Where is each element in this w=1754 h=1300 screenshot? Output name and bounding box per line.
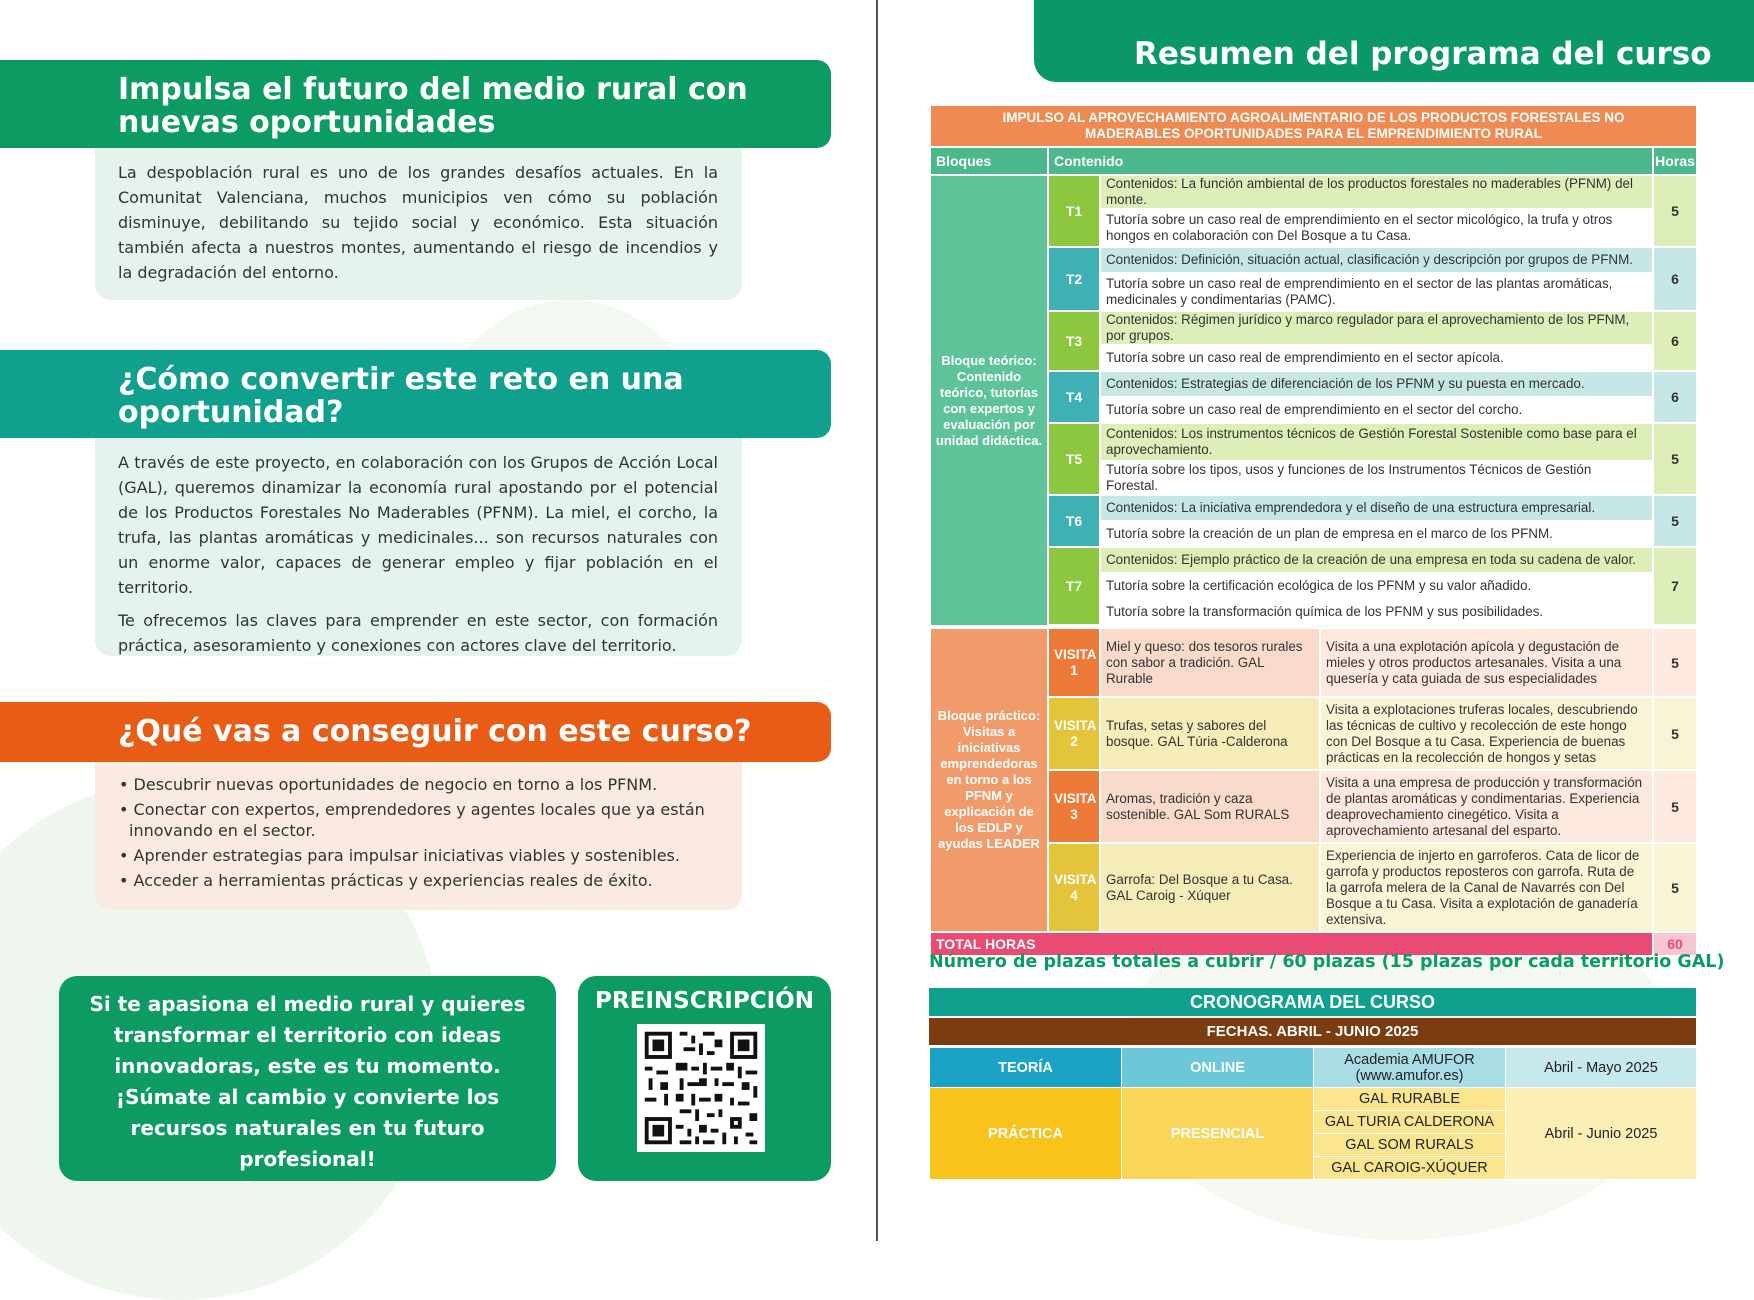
- hours-cell: 5: [1653, 697, 1697, 770]
- cronograma: [929, 988, 1696, 1180]
- cronograma-table: [929, 1047, 1697, 1180]
- table-header-row: [930, 147, 1697, 175]
- table-cell: Contenidos: La iniciativa emprendedora y el diseño de una estructura empresarial.: [1100, 495, 1653, 521]
- hours-cell: 6: [1653, 371, 1697, 423]
- gal-cell: GAL CAROIG-XÚQUER: [1314, 1157, 1506, 1180]
- unit-code: T5: [1048, 423, 1100, 495]
- section-header-conseguir: [0, 702, 831, 762]
- hours-cell: 5: [1653, 843, 1697, 932]
- cta-text-1: Si te apasiona el medio rural y quieres transformar el territorio con ideas innovadoras, este es tu momento.: [89, 992, 526, 1078]
- paragraph: La despoblación rural es uno de los grandes desafíos actuales. En la Comunitat Valenciana, muchos municipios ven cómo su población disminuye, debilitando su tejido social y económico. Esta situación también afecta a nuestros montes, aumentando el riesgo de incendios y la degradación del entorno.: [118, 163, 718, 282]
- total-value: 60: [1653, 932, 1697, 956]
- unit-code: T6: [1048, 495, 1100, 547]
- page-fold-line: [876, 0, 878, 1241]
- table-cell: Contenidos: La función ambiental de los productos forestales no maderables (PFNM) del monte.: [1100, 175, 1653, 209]
- visit-description: Experiencia de injerto en garroferos. Cata de licor de garrofa y productos reposteros con garrofa. Ruta de la garrofa melera de la Canal de Navarrés con Del Bosque a tu Casa. Visita a explotación de ganadería extensiva.: [1320, 843, 1653, 932]
- hours-cell: 5: [1653, 423, 1697, 495]
- call-to-action-box: [59, 976, 556, 1181]
- section-header-impulsa: [0, 60, 831, 148]
- cronograma-fechas: FECHAS. ABRIL - JUNIO 2025: [929, 1018, 1696, 1045]
- table-cell: Tutoría sobre un caso real de emprendimiento en el sector del corcho.: [1100, 397, 1653, 423]
- hours-cell: 5: [1653, 628, 1697, 697]
- hours-cell: 5: [1653, 770, 1697, 843]
- gal-cell: GAL RURABLE: [1314, 1088, 1506, 1111]
- bloque-teorico-label: Bloque teórico: Contenido teórico, tutorías con expertos y evaluación por unidad didáctica.: [930, 175, 1048, 626]
- hours-cell: 6: [1653, 311, 1697, 371]
- section-title: ¿Cómo convertir este reto en una oportunidad?: [118, 362, 684, 430]
- table-cell: Tutoría sobre un caso real de emprendimiento en el sector apícola.: [1100, 345, 1653, 371]
- gal-cell: GAL TURIA CALDERONA: [1314, 1111, 1506, 1134]
- cta-text-2: ¡Súmate al cambio y convierte los recursos naturales en tu futuro profesional!: [115, 1085, 500, 1171]
- benefits-list: [117, 774, 718, 891]
- table-cell: Contenidos: Los instrumentos técnicos de Gestión Forestal Sostenible como base para el aprovechamiento.: [1100, 423, 1653, 461]
- unit-code: T1: [1048, 175, 1100, 247]
- visit-name: Garrofa: Del Bosque a tu Casa. GAL Caroig - Xúquer: [1100, 843, 1320, 932]
- page-title: Resumen del programa del curso: [1134, 36, 1712, 72]
- table-cell: Tutoría sobre un caso real de emprendimiento en el sector micológico, la trufa y otros hongos en colaboración con Del Bosque a tu Casa.: [1100, 209, 1653, 247]
- list-item: • Conectar con expertos, emprendedores y agentes locales que ya están innovando en el sector.: [119, 800, 705, 840]
- column-header: Contenido: [1048, 147, 1653, 175]
- online-label: ONLINE: [1122, 1048, 1314, 1088]
- list-item: • Acceder a herramientas prácticas y experiencias reales de éxito.: [119, 871, 653, 890]
- table-cell: Tutoría sobre la creación de un plan de empresa en el marco de los PFNM.: [1100, 521, 1653, 547]
- paragraph: A través de este proyecto, en colaboración con los Grupos de Acción Local (GAL), queremos dinamizar la economía rural apostando por el potencial de los Productos Forestales No Maderables (PFNM). La miel, el corcho, la trufa, las plantas aromáticas y medicinales... son recursos naturales con un enorme valor, capaces de generar empleo y fijar población en el territorio.: [118, 453, 718, 597]
- practica-label: PRÁCTICA: [930, 1088, 1122, 1180]
- unit-code: T7: [1048, 547, 1100, 625]
- table-row: [930, 1088, 1697, 1111]
- table-row: [930, 175, 1697, 209]
- table-cell: Tutoría sobre un caso real de emprendimiento en el sector de las plantas aromáticas, medicinales y condimentarias (PAMC).: [1100, 273, 1653, 311]
- table-heading-row: [930, 105, 1697, 147]
- course-program-table: [929, 104, 1698, 957]
- visit-code: VISITA 3: [1048, 770, 1100, 843]
- table-cell: Tutoría sobre la certificación ecológica de los PFNM y su valor añadido.: [1100, 573, 1653, 599]
- table-heading: IMPULSO AL APROVECHAMIENTO AGROALIMENTARIO DE LOS PRODUCTOS FORESTALES NO MADERABLES OPORTUNIDADES PARA EL EMPRENDIMIENTO RURAL: [930, 105, 1697, 147]
- academia-cell: Academia AMUFOR (www.amufor.es): [1314, 1048, 1506, 1088]
- hours-cell: 7: [1653, 547, 1697, 625]
- visit-name: Aromas, tradición y caza sostenible. GAL Som RURALS: [1100, 770, 1320, 843]
- list-item: • Aprender estrategias para impulsar iniciativas viables y sostenibles.: [119, 846, 680, 865]
- section-body-conseguir: [95, 762, 742, 910]
- table-row: [930, 1048, 1697, 1088]
- visit-description: Visita a explotaciones truferas locales, descubriendo las técnicas de cultivo y recolección de este hongo con Del Bosque a tu Casa. Experiencia de buenas prácticas en la recolección de hongos y setas: [1320, 697, 1653, 770]
- paragraph: Te ofrecemos las claves para emprender en este sector, con formación práctica, asesoramiento y conexiones con actores clave del territorio.: [118, 611, 718, 655]
- column-header: Horas: [1653, 147, 1697, 175]
- visit-name: Miel y queso: dos tesoros rurales con sabor a tradición. GAL Rurable: [1100, 628, 1320, 697]
- table-cell: Tutoría sobre la transformación química de los PFNM y sus posibilidades.: [1100, 599, 1653, 625]
- table-cell: Tutoría sobre los tipos, usos y funciones de los Instrumentos Técnicos de Gestión Forestal.: [1100, 461, 1653, 495]
- table-cell: Contenidos: Definición, situación actual, clasificación y descripción por grupos de PFNM.: [1100, 247, 1653, 273]
- list-item: • Descubrir nuevas oportunidades de negocio en torno a los PFNM.: [119, 775, 658, 794]
- hours-cell: 6: [1653, 247, 1697, 311]
- preinscripcion-label: PREINSCRIPCIÓN: [595, 988, 814, 1014]
- table-cell: Contenidos: Estrategias de diferenciación de los PFNM y su puesta en mercado.: [1100, 371, 1653, 397]
- practica-fechas: Abril - Junio 2025: [1506, 1088, 1697, 1180]
- section-body-impulsa: [95, 148, 742, 300]
- table-row: [930, 628, 1697, 697]
- section-title: Impulsa el futuro del medio rural con nuevas oportunidades: [118, 72, 748, 140]
- column-header: Bloques: [930, 147, 1048, 175]
- bloque-practico-label: Bloque práctico: Visitas a iniciativas emprendedoras en torno a los PFNM y explicación de los EDLP y ayudas LEADER: [930, 628, 1048, 932]
- gal-cell: GAL SOM RURALS: [1314, 1134, 1506, 1157]
- qr-code-icon[interactable]: [637, 1024, 765, 1152]
- unit-code: T3: [1048, 311, 1100, 371]
- section-body-como: [95, 438, 742, 656]
- section-title: ¿Qué vas a conseguir con este curso?: [118, 714, 752, 749]
- plazas-note: Número de plazas totales a cubrir / 60 plazas (15 plazas por cada territorio GAL): [929, 952, 1725, 972]
- hours-cell: 5: [1653, 175, 1697, 247]
- hours-cell: 5: [1653, 495, 1697, 547]
- teoria-label: TEORÍA: [930, 1048, 1122, 1088]
- visit-name: Trufas, setas y sabores del bosque. GAL Túria -Calderona: [1100, 697, 1320, 770]
- total-label: TOTAL HORAS: [930, 932, 1653, 956]
- unit-code: T2: [1048, 247, 1100, 311]
- visit-description: Visita a una empresa de producción y transformación de plantas aromáticas y condimentarias. Experiencia deaprovechamiento cinegético. Visita a aprovechamiento artesanal del esparto.: [1320, 770, 1653, 843]
- preinscripcion-box[interactable]: [578, 976, 831, 1181]
- cronograma-title: CRONOGRAMA DEL CURSO: [929, 988, 1696, 1016]
- unit-code: T4: [1048, 371, 1100, 423]
- presencial-label: PRESENCIAL: [1122, 1088, 1314, 1180]
- visit-code: VISITA 4: [1048, 843, 1100, 932]
- visit-description: Visita a una explotación apícola y degustación de mieles y otros productos artesanales. Visita a una quesería y cata guiada de sus especialidades: [1320, 628, 1653, 697]
- right-page-title-banner: [1034, 0, 1754, 82]
- table-cell: Contenidos: Ejemplo práctico de la creación de una empresa en toda su cadena de valor.: [1100, 547, 1653, 573]
- visit-code: VISITA 1: [1048, 628, 1100, 697]
- section-header-como: [0, 350, 831, 438]
- teoria-fechas: Abril - Mayo 2025: [1506, 1048, 1697, 1088]
- visit-code: VISITA 2: [1048, 697, 1100, 770]
- table-cell: Contenidos: Régimen jurídico y marco regulador para el aprovechamiento de los PFNM, por grupos.: [1100, 311, 1653, 345]
